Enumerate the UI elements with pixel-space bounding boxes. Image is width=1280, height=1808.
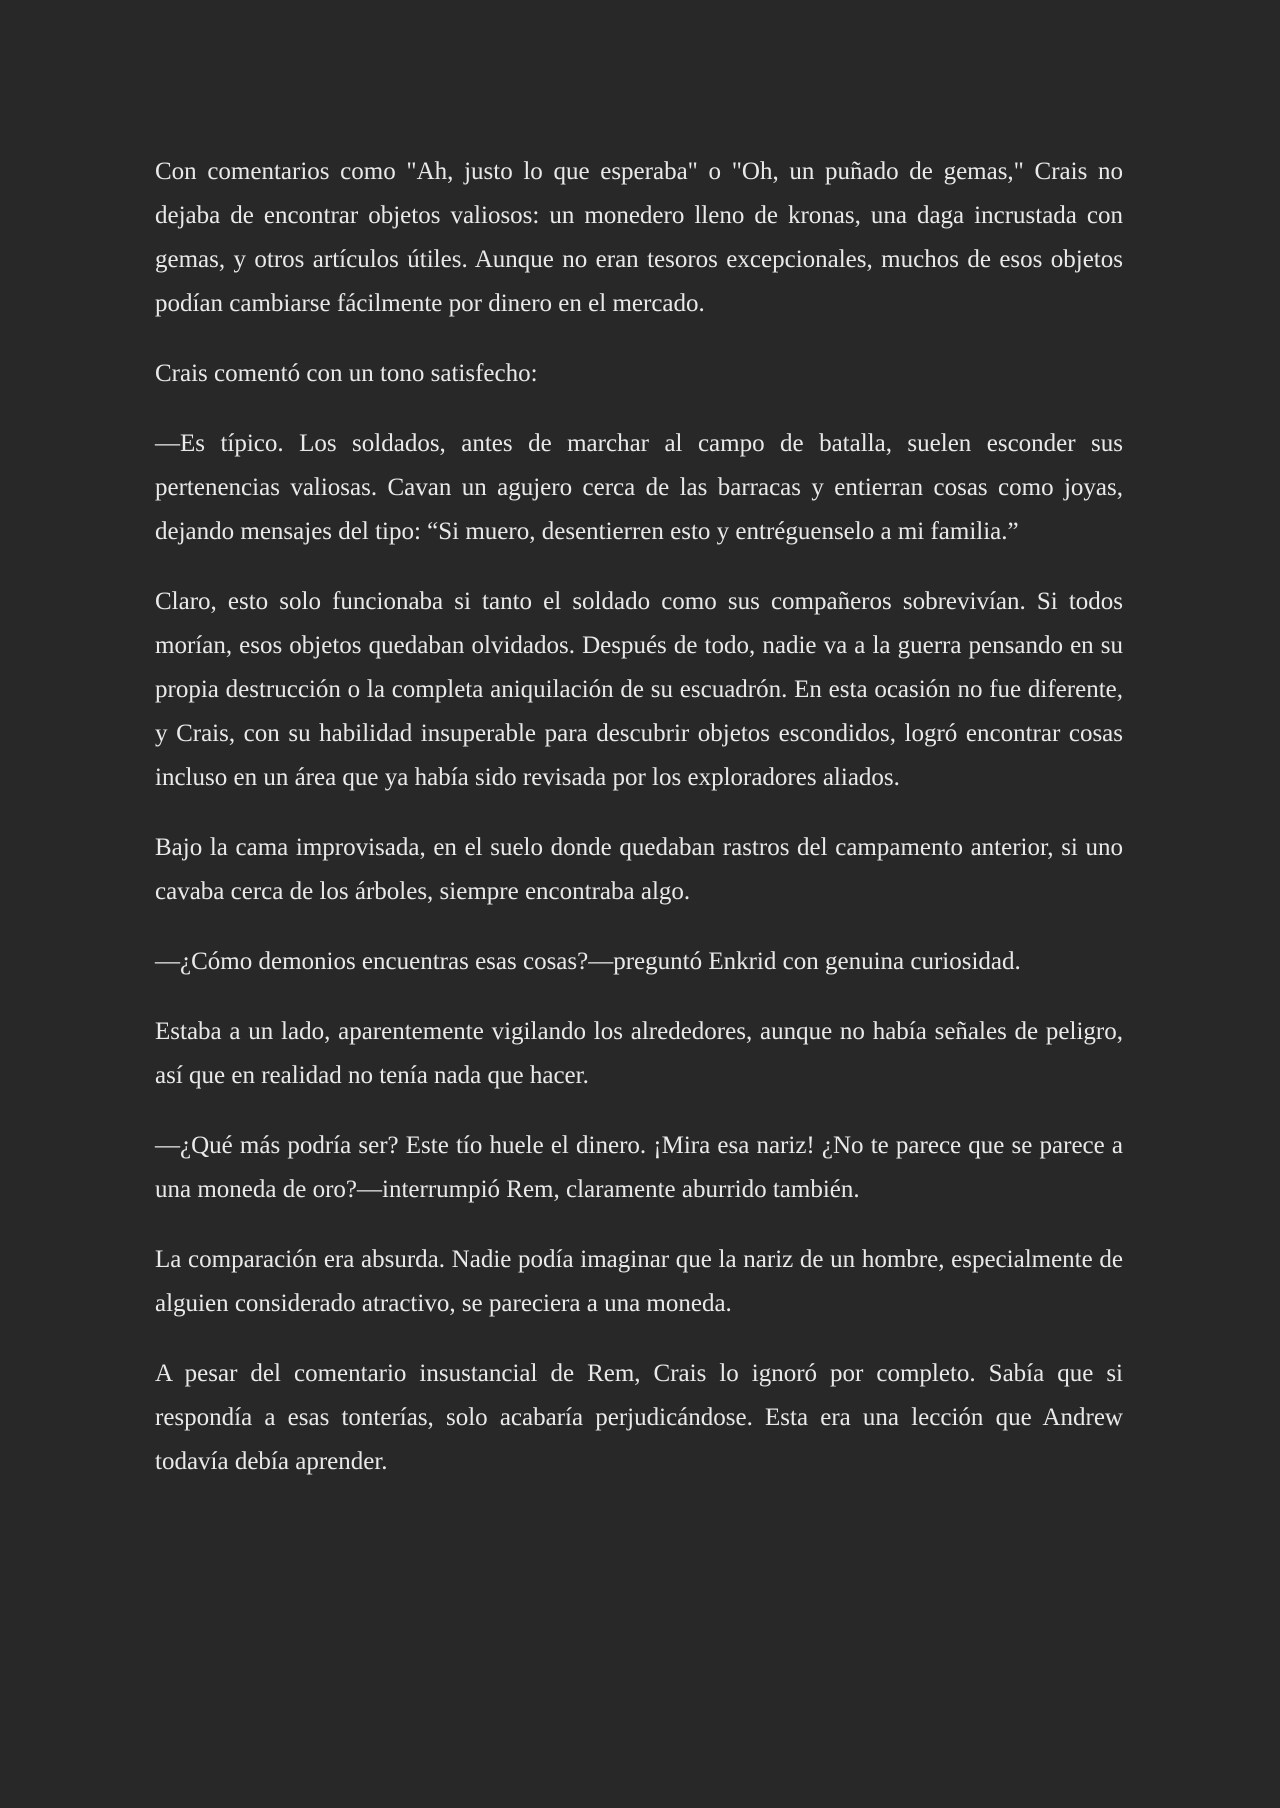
paragraph-5: Bajo la cama improvisada, en el suelo donde quedaban rastros del campamento anterior, si uno cavaba cerca de los árboles, siempre encontraba algo. [155,834,1123,905]
paragraph-6: —¿Cómo demonios encuentras esas cosas?—preguntó Enkrid con genuina curiosidad. [155,948,1021,975]
paragraph-7: Estaba a un lado, aparentemente vigilando los alrededores, aunque no había señales de peligro, así que en realidad no tenía nada que hacer. [155,1018,1123,1089]
paragraph-8: —¿Qué más podría ser? Este tío huele el dinero. ¡Mira esa nariz! ¿No te parece que se parece a una moneda de oro?—interrumpió Rem, claramente aburrido también. [155,1132,1123,1203]
paragraph-10: A pesar del comentario insustancial de Rem, Crais lo ignoró por completo. Sabía que si respondía a esas tonterías, solo acabaría perjudicándose. Esta era una lección que Andrew todavía debía aprender. [155,1360,1123,1475]
reader-page [155,150,1123,1510]
paragraph-1: Con comentarios como "Ah, justo lo que esperaba" o "Oh, un puñado de gemas," Crais no dejaba de encontrar objetos valiosos: un monedero lleno de kronas, una daga incrustada con gemas, y otros artículos útiles. Aunque no eran tesoros excepcionales, muchos de esos objetos podían cambiarse fácilmente por dinero en el mercado. [155,158,1123,317]
paragraph-9: La comparación era absurda. Nadie podía imaginar que la nariz de un hombre, especialmente de alguien considerado atractivo, se pareciera a una moneda. [155,1246,1123,1317]
paragraph-2: Crais comentó con un tono satisfecho: [155,360,538,387]
paragraph-4: Claro, esto solo funcionaba si tanto el soldado como sus compañeros sobrevivían. Si todos morían, esos objetos quedaban olvidados. Después de todo, nadie va a la guerra pensando en su propia destrucción o la completa aniquilación de su escuadrón. En esta ocasión no fue diferente, y Crais, con su habilidad insuperable para descubrir objetos escondidos, logró encontrar cosas incluso en un área que ya había sido revisada por los exploradores aliados. [155,588,1123,791]
paragraph-3: —Es típico. Los soldados, antes de marchar al campo de batalla, suelen esconder sus pertenencias valiosas. Cavan un agujero cerca de las barracas y entierran cosas como joyas, dejando mensajes del tipo: “Si muero, desentierren esto y entréguenselo a mi familia.” [155,430,1123,545]
